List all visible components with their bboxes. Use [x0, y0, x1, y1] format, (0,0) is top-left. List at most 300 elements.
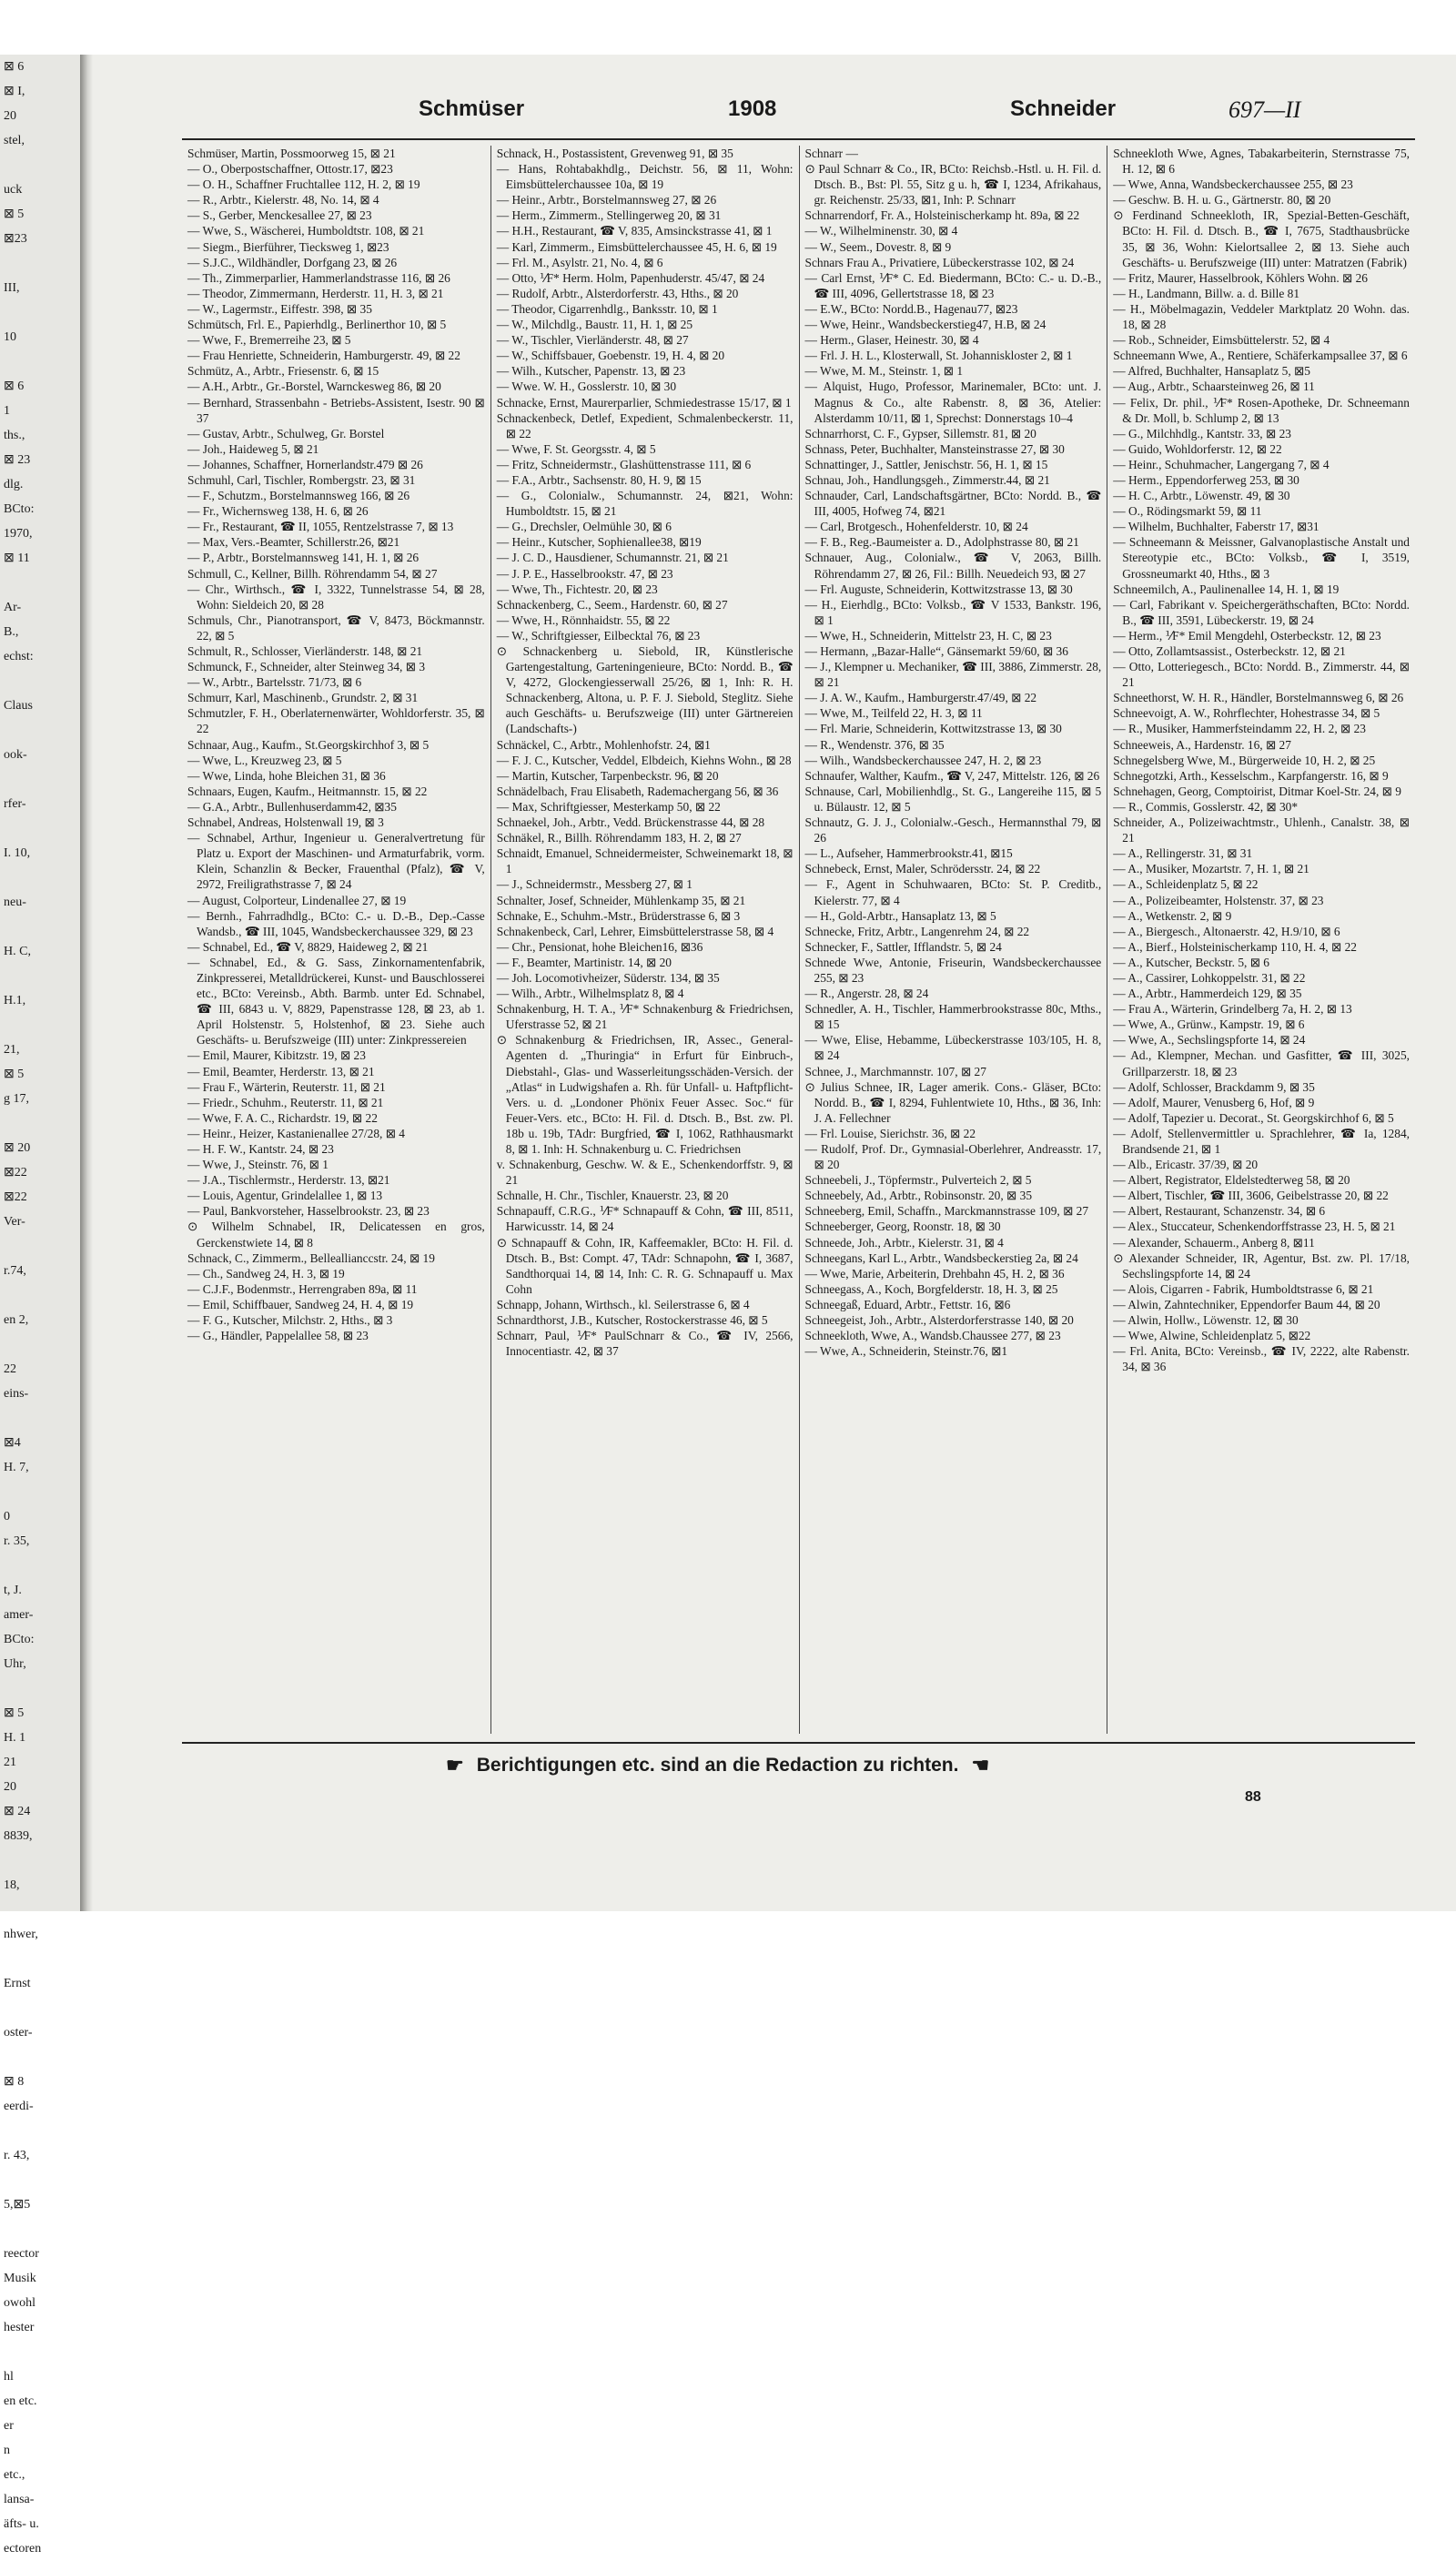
header-first-keyword: Schmüser — [419, 96, 525, 121]
margin-fragment: amer- — [4, 1608, 34, 1622]
directory-entry: Schmuls, Chr., Pianotransport, ☎ V, 8473, Böckmannstr. 22, ⊠ 5 — [187, 612, 485, 643]
margin-fragment: eins- — [4, 1387, 29, 1401]
directory-entry: Schneevoigt, A. W., Rohrflechter, Hohestrasse 34, ⊠ 5 — [1113, 706, 1380, 721]
directory-entry: — Hermann, „Bazar-Halle“, Gänsemarkt 59/60, ⊠ 36 — [804, 644, 1068, 658]
directory-entry: — F., Schutzm., Borstelmannsweg 166, ⊠ 26 — [187, 489, 410, 503]
directory-entry: — Otto, ⅟F* Herm. Holm, Papenhuderstr. 45/47, ⊠ 24 — [496, 270, 765, 285]
directory-entry: Schnalle, H. Chr., Tischler, Knauerstr. 23, ⊠ 20 — [496, 1189, 729, 1203]
directory-entry: — Th., Zimmerparlier, Hammerlandstrasse 116, ⊠ 26 — [187, 270, 450, 285]
directory-entry: — H., Möbelmagazin, Veddeler Marktplatz 20 Wohn. das. 18, ⊠ 28 — [1113, 301, 1410, 332]
directory-entry: — W., Schiffsbauer, Goebenstr. 19, H. 4, ⊠ 20 — [496, 349, 725, 363]
directory-entry: — A., Polizeibeamter, Holstenstr. 37, ⊠ 23 — [1113, 893, 1324, 907]
directory-entry: — Wilhelm, Buchhalter, Faberstr 17, ⊠31 — [1113, 520, 1320, 534]
directory-entry: — Wwe, A., Grünw., Kampstr. 19, ⊠ 6 — [1113, 1017, 1305, 1032]
margin-fragment — [0, 964, 80, 988]
directory-entry: — J. A. W., Kaufm., Hamburgerstr.47/49, ⊠ 22 — [804, 691, 1037, 705]
directory-entry: Schmull, C., Kellner, Billh. Röhrendamm 54, ⊠ 27 — [187, 566, 438, 581]
margin-fragment: hl — [4, 2370, 14, 2384]
directory-entry: — F.A., Arbtr., Sachsenstr. 80, H. 9, ⊠ 15 — [496, 472, 702, 487]
directory-entry: — Wwe, A., Sechslingspforte 14, ⊠ 24 — [1113, 1033, 1306, 1048]
directory-entry: — Wwe, Elise, Hebamme, Lübeckerstrasse 103/105, H. 8, ⊠ 24 — [804, 1033, 1102, 1063]
margin-fragment: ⊠ 6 — [4, 380, 25, 393]
directory-entry: — Herm., Zimmerm., Stellingerweg 20, ⊠ 31 — [496, 208, 722, 223]
margin-fragment: BCto: — [4, 502, 35, 516]
margin-fragment — [0, 1234, 80, 1259]
margin-fragment: ⊠ 8 — [4, 2075, 25, 2089]
directory-entry: — Herm., Glaser, Heinestr. 30, ⊠ 4 — [804, 333, 979, 348]
directory-entry: Schnauer, Aug., Colonialw., ☎ V, 2063, Billh. Röhrendamm 27, ⊠ 26, Fil.: Billh. Neuedeich 93, ⊠ 27 — [804, 551, 1102, 581]
directory-entry: — Wwe, J., Steinstr. 76, ⊠ 1 — [187, 1158, 329, 1172]
directory-entry: — Alexander, Schauerm., Anberg 8, ⊠11 — [1113, 1235, 1315, 1250]
directory-entry: — Heinr., Schuhmacher, Langergang 7, ⊠ 4 — [1113, 457, 1330, 471]
margin-fragment: Ver- — [4, 1215, 25, 1229]
directory-entry: — A., Bierf., Holsteinischerkamp 110, H. 4, ⊠ 22 — [1113, 939, 1357, 954]
directory-entry: — Louis, Agentur, Grindelallee 1, ⊠ 13 — [187, 1189, 383, 1203]
directory-entry: Schnackenbeck, Detlef, Expedient, Schmalenbeckerstr. 11, ⊠ 22 — [496, 410, 794, 440]
margin-fragment: 21, — [4, 1043, 20, 1057]
directory-entry: — Rudolf, Arbtr., Alsterdorferstr. 43, Hths., ⊠ 20 — [496, 286, 739, 300]
directory-entry: Schnee, J., Marchmannstr. 107, ⊠ 27 — [804, 1064, 986, 1078]
header-page-number: 697—II — [1228, 96, 1301, 123]
directory-entry: Schneede, Joh., Arbtr., Kielerstr. 31, ⊠ 4 — [804, 1235, 1004, 1250]
margin-fragment: ⊠22 — [4, 1166, 27, 1179]
directory-entry: — Theodor, Cigarrenhdlg., Banksstr. 10, ⊠ 1 — [496, 301, 718, 316]
margin-fragment — [0, 1283, 80, 1308]
directory-entry: — Heinr., Kutscher, Sophienallee38, ⊠19 — [496, 535, 702, 550]
directory-entry: Schneebely, Ad., Arbtr., Robinsonstr. 20, ⊠ 35 — [804, 1189, 1033, 1203]
directory-entry: Schneeweis, A., Hardenstr. 16, ⊠ 27 — [1113, 737, 1291, 752]
margin-fragment: ⊠4 — [4, 1436, 21, 1450]
directory-entry: — Siegm., Bierführer, Tiecksweg 1, ⊠23 — [187, 239, 389, 254]
margin-fragment: 5,⊠5 — [4, 2198, 31, 2212]
margin-fragment: BCto: — [4, 1633, 35, 1646]
directory-entry: — Geschw. B. H. u. G., Gärtnerstr. 80, ⊠ 20 — [1113, 193, 1331, 208]
margin-fragment: 1970, — [4, 527, 33, 541]
directory-entry: Schnaekel, Joh., Arbtr., Vedd. Brückenstrasse 44, ⊠ 28 — [496, 815, 765, 830]
directory-entry: ⊙ Schnackenberg u. Siebold, IR, Künstlerische Gartengestaltung, Garteningenieure, BCto: Nordd. B., ☎ V, 4272, Glockengiesserwall 25/26, ⊠ 1, Inh: R. H. Schnackenberg, Altona, u. P. F. J. Siebold, Steglitz. Siehe auch Geschäfts- u. Berufszweige (III) unter Gärtnereien (Landschafts-) — [496, 644, 794, 736]
margin-fragment: ook- — [4, 748, 27, 762]
directory-entry: — Johannes, Schaffner, Hornerlandstr.479 ⊠ 26 — [187, 457, 423, 471]
directory-entry: — G.A., Arbtr., Bullenhuserdamm42, ⊠35 — [187, 799, 397, 814]
directory-entry: Schneegass, A., Koch, Borgfelderstr. 18, H. 3, ⊠ 25 — [804, 1281, 1058, 1296]
directory-entry: — H., Eierhdlg., BCto: Volksb., ☎ V 1533, Bankstr. 196, ⊠ 1 — [804, 597, 1102, 627]
directory-entry: — Joh. Locomotivheizer, Süderstr. 134, ⊠ 35 — [496, 970, 720, 985]
directory-entry: — A., Biergesch., Altonaerstr. 42, H.9/10, ⊠ 6 — [1113, 924, 1340, 938]
directory-entry: Schnake, E., Schuhm.-Mstr., Brüderstrasse 6, ⊠ 3 — [496, 908, 741, 923]
margin-fragment: Ar- — [4, 601, 22, 614]
directory-entry: — Adolf, Maurer, Venusberg 6, Hof, ⊠ 9 — [1113, 1095, 1315, 1109]
directory-entry: — Wilh., Kutscher, Papenstr. 13, ⊠ 23 — [496, 364, 686, 379]
directory-entry: — Chr., Wirthsch., ☎ I, 3322, Tunnelstrasse 54, ⊠ 28, Wohn: Sieldeich 20, ⊠ 28 — [187, 582, 485, 612]
directory-entry: Schmult, R., Schlosser, Vierländerstr. 148, ⊠ 21 — [187, 644, 423, 658]
directory-entry: — H. F. W., Kantstr. 24, ⊠ 23 — [187, 1142, 334, 1156]
directory-entry: — F., Agent in Schuhwaaren, BCto: St. P. Creditb., Kielerstr. 77, ⊠ 4 — [804, 877, 1102, 907]
directory-column-2 — [490, 146, 799, 1734]
directory-entry: — W., Arbtr., Bartelsstr. 71/73, ⊠ 6 — [187, 675, 362, 690]
margin-fragment: H. 7, — [4, 1461, 29, 1474]
directory-entry: — Fritz, Schneidermstr., Glashüttenstrasse 111, ⊠ 6 — [496, 457, 752, 471]
directory-entry: Schnäckel, C., Arbtr., Mohlenhofstr. 24, ⊠1 — [496, 737, 711, 752]
margin-fragment: ⊠ I, — [4, 85, 25, 98]
directory-entry: Schnack, C., Zimmerm., Belleallianccstr. 24, ⊠ 19 — [187, 1250, 435, 1265]
directory-entry: — W., Schriftgiesser, Eilbecktal 76, ⊠ 23 — [496, 628, 701, 643]
margin-fragment — [0, 1554, 80, 1578]
directory-entry: — Wwe, M. M., Steinstr. 1, ⊠ 1 — [804, 364, 964, 379]
directory-entry: — Frl. Auguste, Schneiderin, Kottwitzstrasse 13, ⊠ 30 — [804, 582, 1073, 596]
directory-entry: — Gustav, Arbtr., Schulweg, Gr. Borstel — [187, 426, 385, 440]
margin-fragment: ⊠ 11 — [4, 552, 30, 565]
margin-fragment — [0, 1898, 80, 1922]
directory-entry: — J. P. E., Hasselbrookstr. 47, ⊠ 23 — [496, 566, 673, 581]
directory-entry: — O. H., Schaffner Fruchtallee 112, H. 2, ⊠ 19 — [187, 177, 420, 192]
directory-entry: Schnarrendorf, Fr. A., Holsteinischerkamp ht. 89a, ⊠ 22 — [804, 208, 1080, 223]
margin-fragment: rfer- — [4, 797, 26, 811]
margin-fragment: 22 — [4, 1362, 16, 1376]
directory-entry: — A., Schleidenplatz 5, ⊠ 22 — [1113, 877, 1259, 892]
directory-entry: ⊙ Alexander Schneider, IR, Agentur, Bst. zw. Pl. 17/18, Sechslingspforte 14, ⊠ 24 — [1113, 1250, 1410, 1280]
margin-fragment: ths., — [4, 429, 25, 442]
directory-entry: — Wwe, H., Schneiderin, Mittelstr 23, H. C, ⊠ 23 — [804, 628, 1052, 643]
margin-fragment: er — [4, 2419, 14, 2433]
directory-entry: Schmunck, F., Schneider, alter Steinweg 34, ⊠ 3 — [187, 660, 426, 674]
directory-entry: — L., Aufseher, Hammerbrookstr.41, ⊠15 — [804, 846, 1013, 861]
margin-fragment — [0, 2340, 80, 2364]
directory-entry: — Martin, Kutscher, Tarpenbeckstr. 96, ⊠ 20 — [496, 768, 719, 783]
margin-fragment: 10 — [4, 330, 16, 344]
footer-notice — [446, 1752, 1101, 1779]
directory-entry: — Alb., Ericastr. 37/39, ⊠ 20 — [1113, 1158, 1259, 1172]
directory-entry: — A., Musiker, Mozartstr. 7, H. 1, ⊠ 21 — [1113, 862, 1309, 876]
directory-entry: — Wwe. W. H., Gosslerstr. 10, ⊠ 30 — [496, 380, 677, 394]
directory-entry: — Frl. Louise, Sierichstr. 36, ⊠ 22 — [804, 1126, 976, 1140]
margin-fragment: 20 — [4, 1780, 16, 1794]
margin-fragment: stel, — [4, 134, 25, 147]
directory-entry: — Frl. M., Asylstr. 21, No. 4, ⊠ 6 — [496, 255, 663, 269]
directory-entry: Schnedler, A. H., Tischler, Hammerbrookstrasse 80c, Mths., ⊠ 15 — [804, 1002, 1102, 1032]
book-spine-shadow — [80, 55, 93, 1911]
directory-entry: — W., Milchdlg., Baustr. 11, H. 1, ⊠ 25 — [496, 318, 693, 332]
directory-entry: Schnede Wwe, Antonie, Friseurin, Wandsbeckerchaussee 255, ⊠ 23 — [804, 955, 1102, 985]
directory-entry: Schnecke, Fritz, Arbtr., Langenrehm 24, ⊠ 22 — [804, 924, 1030, 938]
directory-column-1 — [182, 146, 490, 1734]
margin-fragment — [0, 1996, 80, 2020]
directory-entry: — Adolf, Schlosser, Brackdamm 9, ⊠ 35 — [1113, 1079, 1315, 1094]
directory-entry: — R., Musiker, Hammerfsteindamm 22, H. 2, ⊠ 23 — [1113, 722, 1366, 736]
margin-fragment: ⊠ 23 — [4, 453, 31, 467]
directory-entry: — J., Klempner u. Mechaniker, ☎ III, 3886, Zimmerstr. 28, ⊠ 21 — [804, 660, 1102, 690]
margin-fragment — [0, 2119, 80, 2143]
margin-fragment — [0, 1013, 80, 1038]
margin-fragment — [0, 251, 80, 276]
directory-entry: Schneider, A., Polizeiwachtmstr., Uhlenh., Canalstr. 38, ⊠ 21 — [1113, 815, 1410, 845]
directory-entry: — Bernhard, Strassenbahn - Betriebs-Assistent, Isestr. 90 ⊠ 37 — [187, 395, 485, 425]
directory-entry: — W., Wilhelminenstr. 30, ⊠ 4 — [804, 224, 958, 238]
margin-fragment — [0, 2217, 80, 2242]
directory-entry: Schnapp, Johann, Wirthsch., kl. Seilerstrasse 6, ⊠ 4 — [496, 1297, 750, 1311]
directory-entry: — Carl, Fabrikant v. Speichergeräthschaften, BCto: Nordd. B., ☎ III, 3591, Lübeckerstr. 19, ⊠ 24 — [1113, 597, 1410, 627]
directory-entry: Schmüser, Martin, Possmoorweg 15, ⊠ 21 — [187, 147, 396, 160]
margin-fragment: en etc. — [4, 2394, 37, 2408]
margin-fragment — [0, 718, 80, 743]
directory-entry: — Fr., Restaurant, ☎ II, 1055, Rentzelstrasse 7, ⊠ 13 — [187, 520, 454, 534]
directory-entry: — Wwe, S., Wäscherei, Humboldtstr. 108, ⊠ 21 — [187, 224, 425, 238]
directory-entry: — F., Beamter, Martinistr. 14, ⊠ 20 — [496, 955, 672, 969]
margin-fragment: ⊠23 — [4, 232, 27, 246]
directory-entry: Schnädelbach, Frau Elisabeth, Rademachergang 56, ⊠ 36 — [496, 784, 779, 798]
margin-fragment: owohl — [4, 2296, 35, 2310]
directory-entry: — E.W., BCto: Nordd.B., Hagenau77, ⊠23 — [804, 301, 1018, 316]
directory-entry: — Frau F., Wärterin, Reuterstr. 11, ⊠ 21 — [187, 1079, 386, 1094]
margin-fragment: r. 43, — [4, 2149, 30, 2162]
directory-entry: — Otto, Lotteriegesch., BCto: Nordd. B., Zimmerstr. 44, ⊠ 21 — [1113, 660, 1410, 690]
directory-entry: — H., Gold-Arbtr., Hansaplatz 13, ⊠ 5 — [804, 908, 996, 923]
directory-entry: — Wilh., Wandsbeckerchaussee 247, H. 2, ⊠ 23 — [804, 753, 1042, 767]
directory-entry: — S., Gerber, Menckesallee 27, ⊠ 23 — [187, 208, 372, 223]
directory-entry: — R., Arbtr., Kielerstr. 48, No. 14, ⊠ 4 — [187, 193, 379, 208]
margin-fragment: Uhr, — [4, 1657, 26, 1671]
directory-entry: — P., Arbtr., Borstelmannsweg 141, H. 1, ⊠ 26 — [187, 551, 420, 565]
directory-entry: — Alquist, Hugo, Professor, Marinemaler, BCto: unt. J. Magnus & Co., alte Rabenstr. 8, ⊠ 36, Atelier: Alsterdamm 10/11, ⊠ 1, Sprechst: Donnerstags 10–4 — [804, 380, 1102, 425]
directory-entry: — Chr., Pensionat, hohe Bleichen16, ⊠36 — [496, 939, 703, 954]
directory-entry: Schneeberger, Georg, Roonstr. 18, ⊠ 30 — [804, 1220, 1001, 1234]
directory-entry: — S.J.C., Wildhändler, Dorfgang 23, ⊠ 26 — [187, 255, 398, 269]
directory-entry: — Karl, Zimmerm., Eimsbüttelerchaussee 45, H. 6, ⊠ 19 — [496, 239, 777, 254]
margin-fragment: ⊠ 5 — [4, 208, 25, 221]
margin-fragment: ⊠ 5 — [4, 1706, 25, 1720]
directory-entry: — Otto, Zollamtsassist., Osterbeckstr. 12, ⊠ 21 — [1113, 644, 1346, 658]
directory-entry: Schneebeli, J., Töpfermstr., Pulverteich 2, ⊠ 5 — [804, 1173, 1032, 1188]
directory-entry: Schnabel, Andreas, Holstenwall 19, ⊠ 3 — [187, 815, 384, 830]
margin-fragment — [0, 571, 80, 595]
margin-fragment: nhwer, — [4, 1928, 38, 1941]
margin-fragment: H.1, — [4, 994, 26, 1007]
directory-column-4 — [1107, 146, 1415, 1734]
directory-entry: — A., Arbtr., Hammerdeich 129, ⊠ 35 — [1113, 987, 1302, 1001]
directory-entry: — Schnabel, Ed., & G. Sass, Zinkornamentenfabrik, Zinkpresserei, Metalldrückerei, Kunst- und Bauschlosserei etc., BCto: Vereinsb., Abth. Barmb. unter Ed. Schnabel, ☎ III, 6843 u. V, 8829, Papenstrasse 128, ⊠ 23, ab 1. April Holstenstr. 5, Holstenhof, ⊠ 23. Siehe auch Geschäfts- u. Berufszweige (III) unter: Zinkpressereien — [187, 955, 485, 1048]
directory-entry: — Bernh., Fahrradhdlg., BCto: C.- u. D.-B., Dep.-Casse Wandsb., ☎ III, 1045, Wandsbeckerchaussee 329, ⊠ 23 — [187, 908, 485, 938]
directory-entry: — F. G., Kutscher, Milchstr. 2, Hths., ⊠ 3 — [187, 1313, 393, 1328]
directory-entry: — Herm., ⅟F* Emil Mengdehl, Osterbeckstr. 12, ⊠ 23 — [1113, 628, 1381, 643]
directory-entry: — Guido, Wohldorferstr. 12, ⊠ 22 — [1113, 441, 1282, 456]
directory-entry: Schneegeist, Joh., Arbtr., Alsterdorferstrasse 140, ⊠ 20 — [804, 1313, 1074, 1328]
running-header — [173, 96, 1410, 124]
pointing-hand-right-icon: ☛ — [446, 1754, 464, 1777]
directory-entry: Schnacke, Ernst, Maurerparlier, Schmiedestrasse 15/17, ⊠ 1 — [496, 395, 792, 410]
directory-entry: Schnars Frau A., Privatiere, Lübeckerstrasse 102, ⊠ 24 — [804, 255, 1075, 269]
directory-entry: — A., Wetkenstr. 2, ⊠ 9 — [1113, 908, 1232, 923]
directory-entry: — Emil, Beamter, Herderstr. 13, ⊠ 21 — [187, 1064, 375, 1078]
directory-entry: Schmutzler, F. H., Oberlaternenwärter, Wohldorferstr. 35, ⊠ 22 — [187, 706, 485, 736]
directory-entry: — Wilh., Arbtr., Wilhelmsplatz 8, ⊠ 4 — [496, 987, 684, 1001]
margin-fragment: dlg. — [4, 478, 24, 491]
margin-fragment — [0, 349, 80, 374]
directory-entry: — J., Schneidermstr., Messberg 27, ⊠ 1 — [496, 877, 693, 892]
directory-entry: — Alwin, Zahntechniker, Eppendorfer Baum 44, ⊠ 20 — [1113, 1297, 1380, 1311]
margin-fragment: reector — [4, 2247, 39, 2261]
margin-fragment: I. 10, — [4, 846, 31, 860]
margin-fragment — [0, 915, 80, 939]
margin-fragment: en 2, — [4, 1313, 29, 1327]
margin-fragment: r. 35, — [4, 1534, 30, 1548]
directory-entry: Schnauder, Carl, Landschaftsgärtner, BCto: Nordd. B., ☎ III, 4005, Hofweg 74, ⊠21 — [804, 489, 1102, 519]
directory-entry: Schnakenbeck, Carl, Lehrer, Eimsbüttelerstrasse 58, ⊠ 4 — [496, 924, 774, 938]
directory-entry: ⊙ Julius Schnee, IR, Lager amerik. Cons.- Gläser, BCto: Nordd. B., ☎ I, 8294, Fuhlentwiete 10, Hths., ⊠ 36, Inh: J. A. Fellechner — [804, 1079, 1102, 1125]
directory-entry: — Wwe, H., Rönnhaidstr. 55, ⊠ 22 — [496, 612, 671, 627]
directory-entry: Schnegelsberg Wwe, M., Bürgerweide 10, H. 2, ⊠ 25 — [1113, 753, 1376, 767]
directory-entry: — Wwe, M., Teilfeld 22, H. 3, ⊠ 11 — [804, 706, 983, 721]
printer-signature: 88 — [1245, 1789, 1261, 1805]
directory-entry: Schnass, Peter, Buchhalter, Mansteinstrasse 27, ⊠ 30 — [804, 441, 1065, 456]
directory-column-3 — [799, 146, 1107, 1734]
directory-entry: — G., Drechsler, Oelmühle 30, ⊠ 6 — [496, 520, 672, 534]
margin-fragment: echst: — [4, 650, 34, 663]
directory-entry: — Wwe, Th., Fichtestr. 20, ⊠ 23 — [496, 582, 658, 596]
directory-entry: Schmütsch, Frl. E., Papierhdlg., Berlinerthor 10, ⊠ 5 — [187, 318, 447, 332]
directory-entry: — Rudolf, Prof. Dr., Gymnasial-Oberlehrer, Andreasstr. 17, ⊠ 20 — [804, 1142, 1102, 1172]
margin-fragment: III, — [4, 281, 20, 295]
directory-entry: — O., Oberpostschaffner, Ottostr.17, ⊠23 — [187, 162, 393, 177]
directory-entry: — Adolf, Tapezier u. Decorat., St. Georgskirchhof 6, ⊠ 5 — [1113, 1110, 1394, 1125]
directory-entry: Schnaidt, Emanuel, Schneidermeister, Schweinemarkt 18, ⊠ 1 — [496, 846, 794, 876]
margin-fragment — [0, 1947, 80, 1971]
margin-fragment — [0, 865, 80, 890]
directory-entry: Schnäkel, R., Billh. Röhrendamm 183, H. 2, ⊠ 27 — [496, 831, 742, 845]
header-last-keyword: Schneider — [1010, 96, 1117, 121]
directory-entry: — August, Colporteur, Lindenallee 27, ⊠ 19 — [187, 893, 407, 907]
directory-entry: ⊙ Wilhelm Schnabel, IR, Delicatessen en gros, Gerckenstwiete 14, ⊠ 8 — [187, 1220, 485, 1250]
footer-notice-text: Berichtigungen etc. sind an die Redaction zu richten. — [476, 1755, 959, 1776]
margin-fragment — [0, 153, 80, 177]
directory-entry: — Albert, Tischler, ☎ III, 3606, Geibelstrasse 20, ⊠ 22 — [1113, 1189, 1389, 1203]
directory-entry: Schneeberg, Emil, Schaffn., Marckmannstrasse 109, ⊠ 27 — [804, 1204, 1089, 1219]
directory-entry: — J.A., Tischlermstr., Herderstr. 13, ⊠21 — [187, 1173, 390, 1188]
directory-entry: Schnakenburg, H. T. A., ⅟F* Schnakenburg & Friedrichsen, Uferstrasse 52, ⊠ 21 — [496, 1002, 794, 1032]
directory-entry: — J. C. D., Hausdiener, Schumannstr. 21, ⊠ 21 — [496, 551, 729, 565]
margin-fragment: r.74, — [4, 1264, 26, 1278]
directory-entry: — G., Milchhdlg., Kantstr. 33, ⊠ 23 — [1113, 426, 1291, 440]
directory-entry: Schnack, H., Postassistent, Grevenweg 91, ⊠ 35 — [496, 147, 733, 160]
margin-fragment: B., — [4, 625, 19, 639]
directory-entry: — Herm., Eppendorferweg 253, ⊠ 30 — [1113, 472, 1299, 487]
directory-entry: — Friedr., Schuhm., Reuterstr. 11, ⊠ 21 — [187, 1095, 384, 1109]
margin-fragment: 8839, — [4, 1829, 33, 1843]
directory-entry: — Heinr., Heizer, Kastanienallee 27/28, ⊠ 4 — [187, 1126, 405, 1140]
margin-fragment: t, J. — [4, 1584, 22, 1597]
margin-fragment — [0, 1676, 80, 1701]
margin-fragment — [0, 2045, 80, 2070]
directory-entry: — Theodor, Zimmermann, Herderstr. 11, H. 3, ⊠ 21 — [187, 286, 444, 300]
directory-entry: Schnattinger, J., Sattler, Jenischstr. 56, H. 1, ⊠ 15 — [804, 457, 1048, 471]
directory-entry: — Heinr., Arbtr., Borstelmannsweg 27, ⊠ 26 — [496, 193, 717, 208]
directory-entry: Schnaar, Aug., Kaufm., St.Georgskirchhof 3, ⊠ 5 — [187, 737, 430, 752]
margin-fragment: ⊠ 5 — [4, 1068, 25, 1081]
directory-entry: Schnautz, G. J. J., Colonialw.-Gesch., Hermannsthal 79, ⊠ 26 — [804, 815, 1102, 845]
directory-entry: — F. J. C., Kutscher, Veddel, Elbdeich, Kiehns Wohn., ⊠ 28 — [496, 753, 792, 767]
directory-entry: — Paul, Bankvorsteher, Hasselbrookstr. 23, ⊠ 23 — [187, 1204, 430, 1219]
directory-entry: — Carl Ernst, ⅟F* C. Ed. Biedermann, BCto: C.- u. D.-B., ☎ III, 4096, Gellertstrasse 18, ⊠ 23 — [804, 270, 1102, 300]
directory-entry: Schnalter, Josef, Schneider, Mühlenkamp 35, ⊠ 21 — [496, 893, 746, 907]
directory-entry: — A., Cassirer, Lohkoppelstr. 31, ⊠ 22 — [1113, 970, 1306, 985]
directory-entry: — Max, Vers.-Beamter, Schillerstr.26, ⊠21 — [187, 535, 400, 550]
directory-entry: — W., Tischler, Vierländerstr. 48, ⊠ 27 — [496, 333, 689, 348]
directory-entry: Schnehagen, Georg, Comptoirist, Ditmar Koel-Str. 24, ⊠ 9 — [1113, 784, 1401, 798]
directory-entry: Schneemilch, A., Paulinenallee 14, H. 1, ⊠ 19 — [1113, 582, 1340, 596]
margin-fragment: eerdi- — [4, 2100, 34, 2113]
directory-entry: Schneekloth Wwe, Agnes, Tabakarbeiterin, Sternstrasse 75, H. 12, ⊠ 6 — [1113, 147, 1410, 177]
directory-entry: Schneegans, Karl L., Arbtr., Wandsbeckerstieg 2a, ⊠ 24 — [804, 1250, 1078, 1265]
directory-entry: — Aug., Arbtr., Schaarsteinweg 26, ⊠ 11 — [1113, 380, 1315, 394]
margin-fragment — [0, 816, 80, 841]
directory-entry: — Wwe, Alwine, Schleidenplatz 5, ⊠22 — [1113, 1329, 1311, 1343]
directory-columns — [182, 146, 1415, 1734]
margin-fragment — [0, 1848, 80, 1873]
directory-entry: — R., Angerstr. 28, ⊠ 24 — [804, 987, 929, 1001]
directory-entry: — Rob., Schneider, Eimsbüttelerstr. 52, ⊠ 4 — [1113, 333, 1330, 348]
directory-entry: — A., Kutscher, Beckstr. 5, ⊠ 6 — [1113, 955, 1269, 969]
directory-entry: — Wwe, F., Bremerreihe 23, ⊠ 5 — [187, 333, 351, 348]
directory-entry: — Emil, Schiffbauer, Sandweg 24, H. 4, ⊠ 19 — [187, 1297, 414, 1311]
directory-entry: — O., Rödingsmarkt 59, ⊠ 11 — [1113, 504, 1262, 519]
margin-fragment: Ernst — [4, 1977, 31, 1990]
margin-fragment — [0, 669, 80, 693]
directory-entry: — Fritz, Maurer, Hasselbrook, Köhlers Wohn. ⊠ 26 — [1113, 270, 1368, 285]
directory-entry: — A., Rellingerstr. 31, ⊠ 31 — [1113, 846, 1253, 861]
directory-entry: — Frl. Marie, Schneiderin, Kottwitzstrasse 13, ⊠ 30 — [804, 722, 1062, 736]
directory-entry: — Frl. J. H. L., Klosterwall, St. Johanniskloster 2, ⊠ 1 — [804, 349, 1073, 363]
margin-fragment: H. C, — [4, 945, 31, 958]
directory-entry: — Frau Henriette, Schneiderin, Hamburgerstr. 49, ⊠ 22 — [187, 349, 460, 363]
directory-entry: — G., Colonialw., Schumannstr. 24, ⊠21, Wohn: Humboldtstr. 15, ⊠ 21 — [496, 489, 794, 519]
directory-entry: — Carl, Brotgesch., Hohenfelderstr. 10, ⊠ 24 — [804, 520, 1028, 534]
directory-entry: — Wwe, Heinr., Wandsbeckerstieg47, H.B, ⊠ 24 — [804, 318, 1046, 332]
directory-entry: — Schnabel, Ed., ☎ V, 8829, Haideweg 2, ⊠ 21 — [187, 939, 429, 954]
directory-entry: Schnecker, F., Sattler, Ifflandstr. 5, ⊠ 24 — [804, 939, 1002, 954]
margin-fragment — [0, 300, 80, 325]
margin-fragment: oster- — [4, 2026, 33, 2040]
directory-entry: — Alois, Cigarren - Fabrik, Humboldtstrasse 6, ⊠ 21 — [1113, 1281, 1374, 1296]
directory-entry: — Albert, Registrator, Eldelstedterweg 58, ⊠ 20 — [1113, 1173, 1350, 1188]
margin-fragment: 21 — [4, 1756, 16, 1769]
directory-entry: Schneemann Wwe, A., Rentiere, Schäferkampsallee 37, ⊠ 6 — [1113, 349, 1408, 363]
directory-entry: — C.J.F., Bodenmstr., Herrengraben 89a, ⊠ 11 — [187, 1281, 418, 1296]
directory-entry: Schnebeck, Ernst, Maler, Schrödersstr. 24, ⊠ 22 — [804, 862, 1041, 876]
directory-entry: Schnau, Joh., Handlungsgeh., Zimmerstr.44, ⊠ 21 — [804, 472, 1050, 487]
directory-entry: — Schnabel, Arthur, Ingenieur u. Generalvertretung für Platz u. Export der Maschinen- und Armaturfabrik, vorm. Klein, Schanzlin & Becker, Frauenthal (Pfalz), ☎ V, 2972, Freiligrathstrasse 7, ⊠ 24 — [187, 831, 485, 892]
directory-entry: — H., Landmann, Billw. a. d. Bille 81 — [1113, 286, 1300, 300]
directory-entry: — Felix, Dr. phil., ⅟F* Rosen-Apotheke, Dr. Schneemann & Dr. Moll, b. Schlump 2, ⊠ 13 — [1113, 395, 1410, 425]
directory-entry: Schnackenberg, C., Seem., Hardenstr. 60, ⊠ 27 — [496, 597, 728, 612]
margin-fragment: ectoren — [4, 2542, 42, 2556]
directory-entry: — Max, Schriftgiesser, Mesterkamp 50, ⊠ 22 — [496, 799, 721, 814]
directory-entry: — Alwin, Hollw., Löwenstr. 12, ⊠ 30 — [1113, 1313, 1299, 1328]
margin-fragment — [0, 1406, 80, 1431]
margin-fragment: Claus — [4, 699, 33, 713]
directory-entry: — Wwe, L., Kreuzweg 23, ⊠ 5 — [187, 753, 342, 767]
margin-fragment: 20 — [4, 109, 16, 123]
directory-entry: — Alfred, Buchhalter, Hansaplatz 5, ⊠5 — [1113, 364, 1310, 379]
pointing-hand-left-icon: ☚ — [971, 1754, 990, 1777]
directory-entry: — W., Seem., Dovestr. 8, ⊠ 9 — [804, 239, 952, 254]
directory-entry: — Wwe, F. A. C., Richardstr. 19, ⊠ 22 — [187, 1110, 378, 1125]
directory-entry: Schneethorst, W. H. R., Händler, Borstelmannsweg 6, ⊠ 26 — [1113, 691, 1404, 705]
directory-entry: — W., Lagermstr., Eiffestr. 398, ⊠ 35 — [187, 301, 372, 316]
directory-entry: Schmurr, Karl, Maschinenb., Grundstr. 2, ⊠ 31 — [187, 691, 419, 705]
directory-entry: — Wwe, Linda, hohe Bleichen 31, ⊠ 36 — [187, 768, 386, 783]
directory-entry: — Fr., Wichernsweg 138, H. 6, ⊠ 26 — [187, 504, 369, 519]
directory-entry: — Joh., Haideweg 5, ⊠ 21 — [187, 441, 319, 456]
directory-entry: — F. B., Reg.-Baumeister a. D., Adolphstrasse 80, ⊠ 21 — [804, 535, 1079, 550]
margin-fragment: ⊠ 20 — [4, 1141, 31, 1155]
